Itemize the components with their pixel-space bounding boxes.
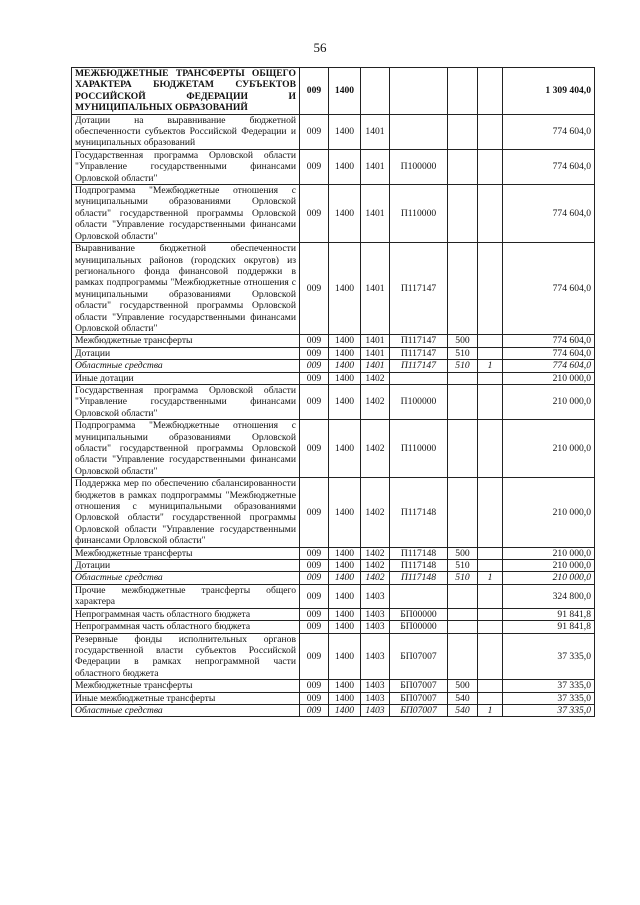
grbs-code-cell: 009 [300,633,329,680]
subsection-code-cell: 1403 [361,584,390,608]
table-row [72,584,595,608]
subsection-code-cell: 1401 [361,185,390,243]
row-name-cell: Дотации [72,560,300,572]
amount-cell: 37 335,0 [503,692,595,704]
expense-type-code-cell [448,243,478,335]
row-name-cell: Иные межбюджетные трансферты [72,692,300,704]
table-row [72,360,595,372]
table-row [72,692,595,704]
target-article-code-cell: П117148 [390,560,448,572]
subsection-code-cell: 1402 [361,478,390,547]
section-code-cell: 1400 [329,704,361,716]
subsection-code-cell: 1402 [361,420,390,478]
target-article-code-cell: П117147 [390,335,448,347]
subsection-code-cell: 1402 [361,572,390,584]
subsection-code-cell: 1402 [361,547,390,559]
row-name-cell: Подпрограмма "Межбюджетные отношения с муниципальными образованиями Орловской области" государственной программы Орловской области "Управление государственными финансами Орловской области" [72,420,300,478]
funding-source-code-cell [478,149,503,184]
section-code-cell: 1400 [329,185,361,243]
amount-cell: 91 841,8 [503,621,595,633]
grbs-code-cell: 009 [300,384,329,419]
expense-type-code-cell [448,584,478,608]
section-code-cell: 1400 [329,621,361,633]
expense-type-code-cell: 510 [448,572,478,584]
amount-cell: 774 604,0 [503,114,595,149]
row-name-cell: Поддержка мер по обеспечению сбалансированности бюджетов в рамках подпрограммы "Межбюджетные отношения с муниципальными образованиями Орловской области" государственной программы Орловской области "Управление государственными финансами Орловской области" [72,478,300,547]
table-body [72,68,595,717]
expense-type-code-cell: 500 [448,335,478,347]
section-code-cell: 1400 [329,335,361,347]
funding-source-code-cell [478,384,503,419]
section-code-cell: 1400 [329,584,361,608]
subsection-code-cell: 1401 [361,335,390,347]
grbs-code-cell: 009 [300,243,329,335]
target-article-code-cell: П117147 [390,347,448,359]
funding-source-code-cell [478,608,503,620]
funding-source-code-cell: 1 [478,704,503,716]
row-name-cell: Государственная программа Орловской области "Управление государственными финансами Орловской области" [72,149,300,184]
funding-source-code-cell [478,547,503,559]
section-code-cell: 1400 [329,114,361,149]
expense-type-code-cell [448,621,478,633]
table-row [72,621,595,633]
table-row [72,114,595,149]
subsection-code-cell: 1401 [361,114,390,149]
table-row [72,420,595,478]
funding-source-code-cell [478,420,503,478]
section-code-cell: 1400 [329,633,361,680]
subsection-code-cell: 1402 [361,372,390,384]
target-article-code-cell [390,68,448,115]
subsection-code-cell: 1401 [361,243,390,335]
table-row [72,478,595,547]
amount-cell: 210 000,0 [503,572,595,584]
subsection-code-cell: 1403 [361,608,390,620]
page-number: 56 [313,40,327,55]
target-article-code-cell: БП00000 [390,621,448,633]
expense-type-code-cell [448,608,478,620]
amount-cell: 774 604,0 [503,185,595,243]
table-row [72,704,595,716]
amount-cell: 91 841,8 [503,608,595,620]
expense-type-code-cell: 500 [448,680,478,692]
funding-source-code-cell [478,560,503,572]
grbs-code-cell: 009 [300,704,329,716]
grbs-code-cell: 009 [300,621,329,633]
expense-type-code-cell [448,384,478,419]
grbs-code-cell: 009 [300,149,329,184]
grbs-code-cell: 009 [300,560,329,572]
amount-cell: 774 604,0 [503,149,595,184]
subsection-code-cell: 1402 [361,560,390,572]
grbs-code-cell: 009 [300,68,329,115]
subsection-code-cell: 1401 [361,360,390,372]
section-code-cell: 1400 [329,372,361,384]
target-article-code-cell: П117148 [390,572,448,584]
subsection-code-cell: 1401 [361,347,390,359]
target-article-code-cell [390,584,448,608]
section-code-cell: 1400 [329,608,361,620]
amount-cell: 37 335,0 [503,680,595,692]
row-name-cell: Дотации на выравнивание бюджетной обеспеченности субъектов Российской Федерации и муниципальных образований [72,114,300,149]
grbs-code-cell: 009 [300,584,329,608]
grbs-code-cell: 009 [300,360,329,372]
section-code-cell: 1400 [329,547,361,559]
amount-cell: 210 000,0 [503,560,595,572]
row-name-cell: Иные дотации [72,372,300,384]
subsection-code-cell: 1403 [361,621,390,633]
expense-type-code-cell [448,420,478,478]
expense-type-code-cell: 540 [448,692,478,704]
funding-source-code-cell [478,243,503,335]
subsection-code-cell: 1403 [361,692,390,704]
grbs-code-cell: 009 [300,608,329,620]
row-name-cell: Государственная программа Орловской области "Управление государственными финансами Орловской области" [72,384,300,419]
grbs-code-cell: 009 [300,572,329,584]
target-article-code-cell [390,114,448,149]
row-name-cell: Резервные фонды исполнительных органов государственной власти субъектов Российской Федерации в рамках непрограммной части областного бюджета [72,633,300,680]
expense-type-code-cell [448,633,478,680]
expense-type-code-cell: 510 [448,560,478,572]
expense-type-code-cell [448,114,478,149]
funding-source-code-cell [478,335,503,347]
target-article-code-cell: БП07007 [390,680,448,692]
row-name-cell: Областные средства [72,704,300,716]
target-article-code-cell: П117148 [390,478,448,547]
expense-type-code-cell [448,68,478,115]
row-name-cell: Подпрограмма "Межбюджетные отношения с муниципальными образованиями Орловской области" государственной программы Орловской области "Управление государственными финансами Орловской области" [72,185,300,243]
row-name-cell: Межбюджетные трансферты [72,547,300,559]
expense-type-code-cell: 540 [448,704,478,716]
target-article-code-cell [390,372,448,384]
grbs-code-cell: 009 [300,185,329,243]
section-code-cell: 1400 [329,360,361,372]
row-name-cell: Непрограммная часть областного бюджета [72,621,300,633]
section-code-cell: 1400 [329,560,361,572]
subsection-code-cell: 1403 [361,680,390,692]
expense-type-code-cell [448,478,478,547]
table-row [72,572,595,584]
table-row [72,149,595,184]
table-row [72,68,595,115]
funding-source-code-cell [478,68,503,115]
expense-type-code-cell [448,149,478,184]
grbs-code-cell: 009 [300,114,329,149]
row-name-cell: Прочие межбюджетные трансферты общего характера [72,584,300,608]
target-article-code-cell: БП07007 [390,692,448,704]
target-article-code-cell: БП00000 [390,608,448,620]
section-code-cell: 1400 [329,420,361,478]
row-name-cell: МЕЖБЮДЖЕТНЫЕ ТРАНСФЕРТЫ ОБЩЕГО ХАРАКТЕРА БЮДЖЕТАМ СУБЪЕКТОВ РОССИЙСКОЙ ФЕДЕРАЦИИ И МУНИЦИПАЛЬНЫХ ОБРАЗОВАНИЙ [72,68,300,115]
row-name-cell: Выравнивание бюджетной обеспеченности муниципальных районов (городских округов) из регионального фонда финансовой поддержки в рамках подпрограммы "Межбюджетные отношения с муниципальными образованиями Орловской области" государственной программы Орловской области "Управление государственными финансами Орловской области" [72,243,300,335]
table-row [72,680,595,692]
amount-cell: 37 335,0 [503,704,595,716]
grbs-code-cell: 009 [300,547,329,559]
expense-type-code-cell: 510 [448,360,478,372]
amount-cell: 210 000,0 [503,384,595,419]
target-article-code-cell: П110000 [390,420,448,478]
grbs-code-cell: 009 [300,347,329,359]
funding-source-code-cell: 1 [478,360,503,372]
table-row [72,547,595,559]
target-article-code-cell: П110000 [390,185,448,243]
amount-cell: 37 335,0 [503,633,595,680]
subsection-code-cell: 1403 [361,704,390,716]
amount-cell: 1 309 404,0 [503,68,595,115]
funding-source-code-cell [478,185,503,243]
subsection-code-cell: 1403 [361,633,390,680]
expense-type-code-cell: 500 [448,547,478,559]
amount-cell: 774 604,0 [503,347,595,359]
row-name-cell: Областные средства [72,360,300,372]
budget-table [71,67,595,717]
funding-source-code-cell [478,692,503,704]
amount-cell: 774 604,0 [503,360,595,372]
target-article-code-cell: П117148 [390,547,448,559]
grbs-code-cell: 009 [300,692,329,704]
target-article-code-cell: П100000 [390,149,448,184]
grbs-code-cell: 009 [300,478,329,547]
target-article-code-cell: БП07007 [390,633,448,680]
funding-source-code-cell [478,621,503,633]
table-row [72,608,595,620]
funding-source-code-cell [478,114,503,149]
expense-type-code-cell [448,185,478,243]
row-name-cell: Непрограммная часть областного бюджета [72,608,300,620]
funding-source-code-cell [478,584,503,608]
subsection-code-cell [361,68,390,115]
section-code-cell: 1400 [329,243,361,335]
row-name-cell: Дотации [72,347,300,359]
grbs-code-cell: 009 [300,680,329,692]
expense-type-code-cell: 510 [448,347,478,359]
section-code-cell: 1400 [329,384,361,419]
subsection-code-cell: 1401 [361,149,390,184]
amount-cell: 774 604,0 [503,243,595,335]
grbs-code-cell: 009 [300,372,329,384]
table-row [72,185,595,243]
section-code-cell: 1400 [329,149,361,184]
section-code-cell: 1400 [329,347,361,359]
row-name-cell: Межбюджетные трансферты [72,335,300,347]
subsection-code-cell: 1402 [361,384,390,419]
funding-source-code-cell: 1 [478,572,503,584]
table-row [72,384,595,419]
amount-cell: 774 604,0 [503,335,595,347]
target-article-code-cell: П117147 [390,360,448,372]
expense-type-code-cell [448,372,478,384]
amount-cell: 324 800,0 [503,584,595,608]
section-code-cell: 1400 [329,680,361,692]
grbs-code-cell: 009 [300,420,329,478]
table-row [72,560,595,572]
amount-cell: 210 000,0 [503,547,595,559]
row-name-cell: Областные средства [72,572,300,584]
amount-cell: 210 000,0 [503,478,595,547]
funding-source-code-cell [478,680,503,692]
funding-source-code-cell [478,372,503,384]
table-row [72,243,595,335]
section-code-cell: 1400 [329,572,361,584]
target-article-code-cell: БП07007 [390,704,448,716]
section-code-cell: 1400 [329,478,361,547]
table-row [72,372,595,384]
funding-source-code-cell [478,347,503,359]
target-article-code-cell: П117147 [390,243,448,335]
section-code-cell: 1400 [329,68,361,115]
funding-source-code-cell [478,633,503,680]
row-name-cell: Межбюджетные трансферты [72,680,300,692]
funding-source-code-cell [478,478,503,547]
amount-cell: 210 000,0 [503,420,595,478]
section-code-cell: 1400 [329,692,361,704]
target-article-code-cell: П100000 [390,384,448,419]
table-row [72,347,595,359]
table-row [72,633,595,680]
table-row [72,335,595,347]
grbs-code-cell: 009 [300,335,329,347]
amount-cell: 210 000,0 [503,372,595,384]
